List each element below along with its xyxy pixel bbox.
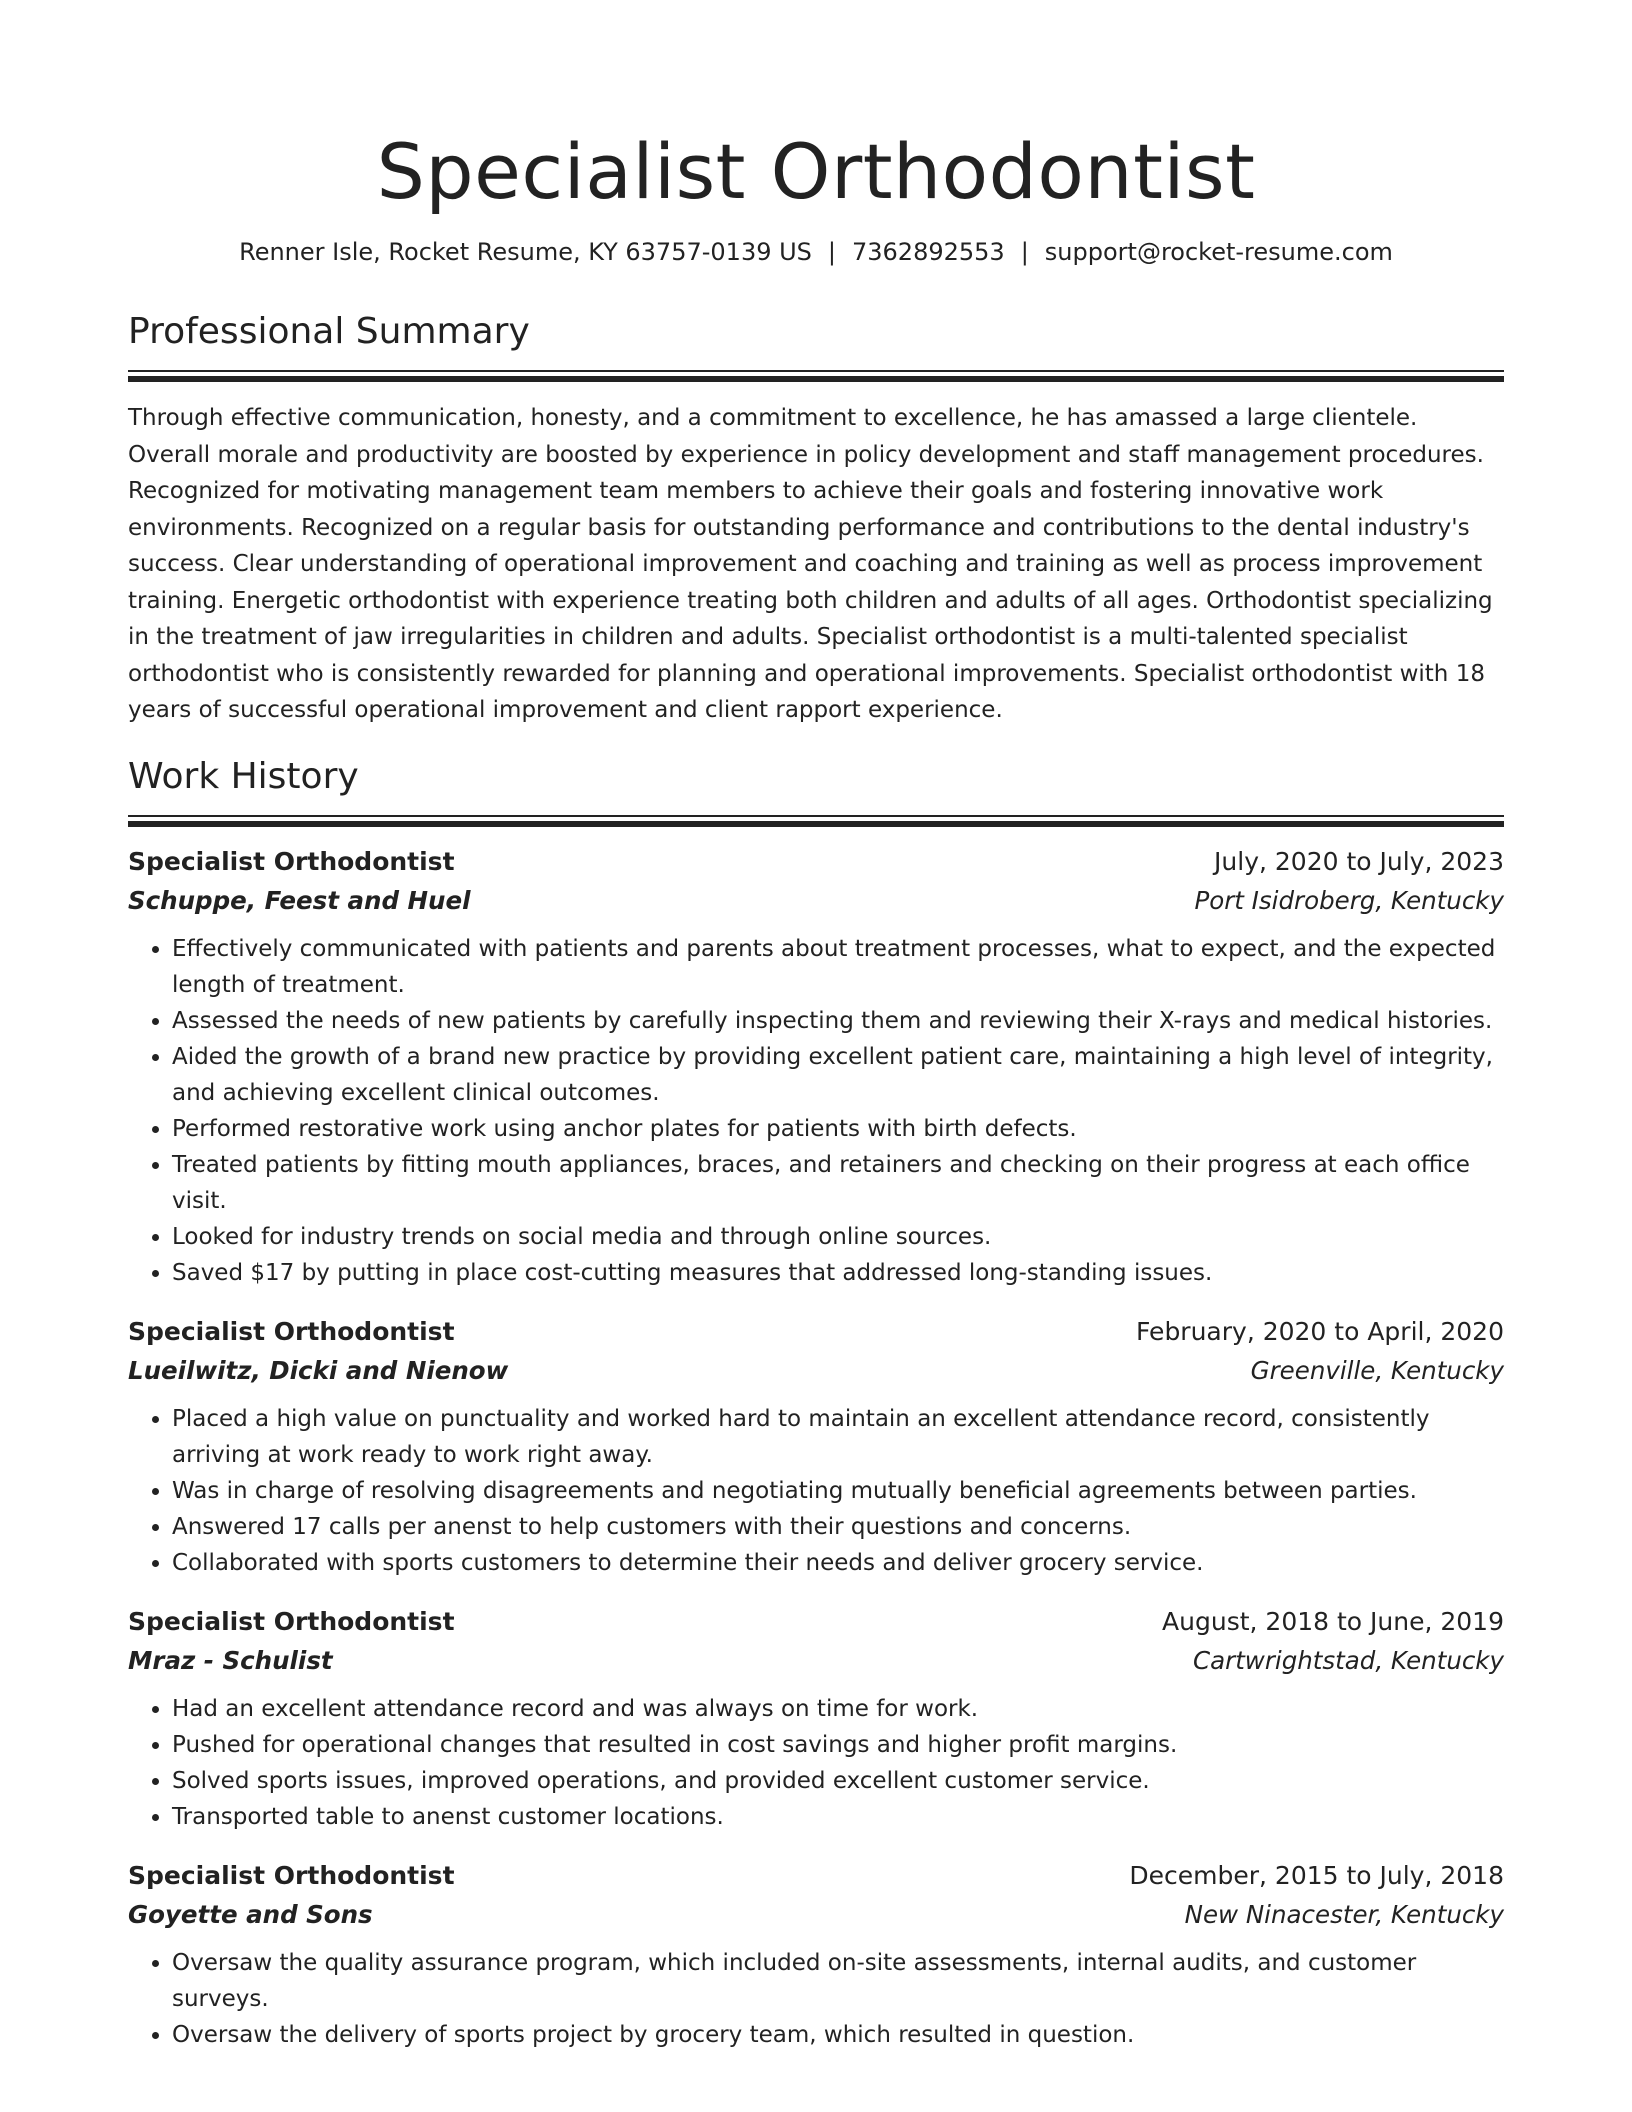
job-subheader <box>128 1895 1504 1935</box>
job-header <box>128 1313 1504 1351</box>
job-bullet: • Placed a high value on punctuality and worked hard to maintain an excellent attendance record, consistently arriving at work ready to work right away. <box>172 1401 1504 1473</box>
job-title: Specialist Orthodontist <box>128 846 455 876</box>
job-subheader <box>128 1351 1504 1391</box>
summary-text: Through effective communication, honesty, and a commitment to excellence, he has amassed a large clientele. Overall morale and productivity are boosted by experience in policy development and staff management procedures. Recognized for motivating management team members to achieve their goals and fostering innovative work environments. Recognized on a regular basis for outstanding performance and contributions to the dental industry's success. Clear understanding of operational improvement and coaching and training as well as process improvement training. Energetic orthodontist with experience treating both children and adults of all ages. Orthodontist specializing in the treatment of jaw irregularities in children and adults. Specialist orthodontist is a multi-talented specialist orthodontist who is consistently rewarded for planning and operational improvements. Specialist orthodontist with 18 years of successful operational improvement and client rapport experience. <box>128 405 1493 723</box>
contact-phone: 7362892553 <box>852 238 1005 266</box>
job-bullets <box>128 1945 1504 2053</box>
job-bullet: • Oversaw the quality assurance program, which included on-site assessments, internal audits, and customer surveys. <box>172 1945 1504 2017</box>
section-title-work-history: Work History <box>128 755 359 797</box>
job-bullet: • Answered 17 calls per anenst to help customers with their questions and concerns. <box>172 1509 1504 1545</box>
job-bullet: • Treated patients by fitting mouth appliances, braces, and retainers and checking on their progress at each office visit. <box>172 1147 1504 1219</box>
job-location: Greenville, Kentucky <box>1250 1355 1504 1385</box>
job-header <box>128 1603 1504 1641</box>
job-bullet: • Saved $17 by putting in place cost-cutting measures that addressed long-standing issues. <box>172 1255 1504 1291</box>
job-header <box>128 1857 1504 1895</box>
job-bullet: • Aided the growth of a brand new practice by providing excellent patient care, maintaining a high level of integrity, and achieving excellent clinical outcomes. <box>172 1039 1504 1111</box>
job-bullet: • Performed restorative work using anchor plates for patients with birth defects. <box>172 1111 1504 1147</box>
job-bullet: • Transported table to anenst customer locations. <box>172 1799 1504 1835</box>
contact-email: support@rocket-resume.com <box>1044 238 1393 266</box>
job-bullet: • Was in charge of resolving disagreements and negotiating mutually beneficial agreements between parties. <box>172 1473 1504 1509</box>
job-title: Specialist Orthodontist <box>128 1860 455 1890</box>
job-entry <box>128 843 1504 1291</box>
job-bullets <box>128 1691 1504 1835</box>
job-company: Lueilwitz, Dicki and Nienow <box>128 1355 509 1385</box>
job-location: New Ninacester, Kentucky <box>1184 1899 1504 1929</box>
job-list <box>128 843 1504 2053</box>
job-bullet: • Solved sports issues, improved operations, and provided excellent customer service. <box>172 1763 1504 1799</box>
job-entry <box>128 1313 1504 1581</box>
job-bullet: • Effectively communicated with patients and parents about treatment processes, what to expect, and the expected length of treatment. <box>172 931 1504 1003</box>
job-location: Port Isidroberg, Kentucky <box>1194 885 1504 915</box>
job-bullet: • Assessed the needs of new patients by carefully inspecting them and reviewing their X-rays and medical histories. <box>172 1003 1504 1039</box>
section-title-summary: Professional Summary <box>128 311 530 352</box>
job-bullet: • Collaborated with sports customers to determine their needs and deliver grocery service. <box>172 1545 1504 1581</box>
job-bullets <box>128 1401 1504 1581</box>
job-bullet: • Pushed for operational changes that resulted in cost savings and higher profit margins. <box>172 1727 1504 1763</box>
job-bullet: • Had an excellent attendance record and was always on time for work. <box>172 1691 1504 1727</box>
job-entry <box>128 1603 1504 1835</box>
job-title: Specialist Orthodontist <box>128 1316 455 1346</box>
job-dates: August, 2018 to June, 2019 <box>1162 1606 1504 1636</box>
contact-address: Renner Isle, Rocket Resume, KY 63757-0139 US <box>239 238 812 266</box>
job-entry <box>128 1857 1504 2053</box>
job-dates: December, 2015 to July, 2018 <box>1129 1860 1504 1890</box>
resume-page <box>128 0 1504 2053</box>
section-divider <box>128 815 1504 827</box>
candidate-name: Specialist Orthodontist <box>376 127 1256 216</box>
contact-separator: | <box>827 238 836 266</box>
section-divider <box>128 370 1504 382</box>
job-header <box>128 843 1504 881</box>
job-company: Schuppe, Feest and Huel <box>128 885 471 915</box>
job-location: Cartwrightstad, Kentucky <box>1193 1645 1504 1675</box>
job-title: Specialist Orthodontist <box>128 1606 455 1636</box>
job-subheader <box>128 1641 1504 1681</box>
job-company: Goyette and Sons <box>128 1899 373 1929</box>
job-bullet: • Looked for industry trends on social media and through online sources. <box>172 1219 1504 1255</box>
contact-separator: | <box>1020 238 1029 266</box>
job-bullet: • Oversaw the delivery of sports project by grocery team, which resulted in question. <box>172 2017 1504 2053</box>
job-company: Mraz - Schulist <box>128 1645 333 1675</box>
job-subheader <box>128 881 1504 921</box>
job-bullets <box>128 931 1504 1291</box>
contact-line <box>128 236 1504 268</box>
job-dates: July, 2020 to July, 2023 <box>1214 846 1504 876</box>
job-dates: February, 2020 to April, 2020 <box>1136 1316 1504 1346</box>
